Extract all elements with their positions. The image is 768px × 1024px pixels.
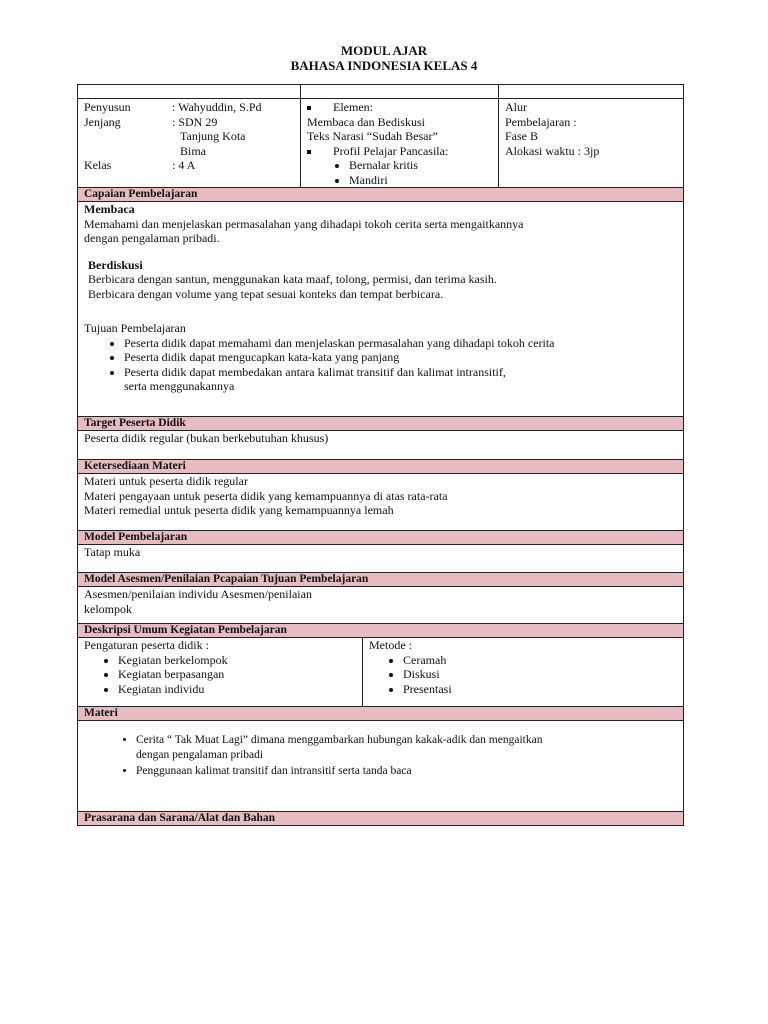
metode-item: • Ceramah bbox=[403, 653, 677, 668]
section-header-target bbox=[78, 417, 684, 431]
document-subtitle: BAHASA INDONESIA KELAS 4 bbox=[290, 58, 478, 73]
elemen-cell bbox=[301, 99, 499, 188]
capaian-cell bbox=[78, 202, 684, 417]
tujuan-item: • Peserta didik dapat membedakan antara kalimat transitif dan kalimat intransitif, bbox=[124, 365, 677, 380]
alokasi-waktu: Alokasi waktu : 3jp bbox=[505, 143, 600, 158]
membaca-title: Membaca bbox=[84, 202, 135, 216]
section-header-deskripsi bbox=[78, 624, 684, 638]
deskripsi-header: Deskripsi Umum Kegiatan Pembelajaran bbox=[78, 624, 684, 638]
jenjang-value: : SDN 29 bbox=[172, 114, 218, 129]
profil-item: • Bernalar kritis bbox=[349, 158, 492, 173]
tujuan-item: • Peserta didik dapat memahami dan menjelaskan permasalahan yang dihadapi tokoh cerita bbox=[124, 336, 677, 351]
materi-row bbox=[78, 721, 684, 812]
section-header-ketersediaan bbox=[78, 460, 684, 474]
model-row bbox=[78, 545, 684, 573]
teks-narasi: Teks Narasi “Sudah Besar” bbox=[307, 129, 438, 143]
materi-item-1b: dengan pengalaman pribadi bbox=[136, 749, 264, 761]
metode-label: Metode : bbox=[369, 638, 412, 652]
berdiskusi-text-1: Berbicara dengan santun, menggunakan kata maaf, tolong, permisi, dan terima kasih. bbox=[88, 272, 497, 286]
elemen-value: Membaca dan Bediskusi bbox=[307, 114, 425, 129]
empty-cell bbox=[301, 85, 499, 99]
fase-value: Fase B bbox=[505, 129, 538, 143]
pengaturan-item: • Kegiatan berpasangan bbox=[118, 667, 356, 682]
ketersediaan-header: Ketersediaan Materi bbox=[78, 460, 684, 474]
model-text: Tatap muka bbox=[78, 545, 684, 573]
model-header: Model Pembelajaran bbox=[78, 531, 684, 545]
asesmen-cell bbox=[78, 587, 684, 624]
jenjang-label: Jenjang bbox=[84, 114, 121, 129]
profil-label: ▪ Profil Pelajar Pancasila: bbox=[321, 144, 492, 159]
document-title: MODUL AJAR bbox=[340, 43, 428, 58]
pengaturan-item: • Kegiatan individu bbox=[118, 682, 356, 697]
jenjang-value-3: Bima bbox=[180, 143, 206, 158]
metode-cell bbox=[363, 638, 684, 707]
ketersediaan-cell bbox=[78, 474, 684, 531]
identity-cell bbox=[78, 99, 301, 188]
elemen-label: ▪ Elemen: bbox=[321, 100, 492, 115]
section-header-model bbox=[78, 531, 684, 545]
modul-table bbox=[77, 84, 684, 826]
berdiskusi-title: Berdiskusi bbox=[88, 257, 143, 272]
berdiskusi-text-2: Berbicara dengan volume yang tepat sesuai konteks dan tempat berbicara. bbox=[88, 286, 444, 301]
penyusun-value: : Wahyuddin, S.Pd bbox=[172, 100, 262, 114]
metode-item: • Presentasi bbox=[403, 682, 677, 697]
info-row bbox=[78, 99, 684, 188]
kelas-value: : 4 A bbox=[172, 158, 196, 172]
pengaturan-item: • Kegiatan berkelompok bbox=[118, 653, 356, 668]
tujuan-item-continuation: serta menggunakannya bbox=[124, 379, 235, 393]
materi-item: • Penggunaan kalimat transitif dan intransitif serta tanda baca bbox=[136, 764, 677, 779]
section-header-capaian bbox=[78, 188, 684, 202]
alur-label-2: Pembelajaran : bbox=[505, 114, 577, 129]
asesmen-row bbox=[78, 587, 684, 624]
metode-item: • Diskusi bbox=[403, 667, 677, 682]
membaca-text-1: Memahami dan menjelaskan permasalahan yang dihadapi tokoh cerita serta mengaitkannya bbox=[84, 216, 524, 231]
ketersediaan-row bbox=[78, 474, 684, 531]
ketersediaan-line: Materi pengayaan untuk peserta didik yang kemampuannya di atas rata-rata bbox=[84, 488, 448, 503]
membaca-text-2: dengan pengalaman pribadi. bbox=[84, 231, 220, 245]
tujuan-item: • Peserta didik dapat mengucapkan kata-kata yang panjang bbox=[124, 350, 677, 365]
penyusun-label: Penyusun bbox=[84, 100, 131, 114]
pengaturan-cell bbox=[78, 638, 363, 707]
asesmen-header: Model Asesmen/Penilaian Pcapaian Tujuan Pembelajaran bbox=[78, 573, 684, 587]
jenjang-value-2: Tanjung Kota bbox=[180, 129, 246, 143]
ketersediaan-line: Materi untuk peserta didik regular bbox=[84, 474, 248, 488]
deskripsi-row bbox=[78, 638, 684, 707]
materi-cell bbox=[78, 721, 684, 812]
profil-item: • Mandiri bbox=[349, 173, 492, 188]
section-header-materi bbox=[78, 707, 684, 721]
asesmen-text-1: Asesmen/penilaian individu Asesmen/penilaian bbox=[84, 587, 312, 601]
materi-header: Materi bbox=[78, 707, 684, 721]
tujuan-label: Tujuan Pembelajaran bbox=[84, 321, 186, 335]
pengaturan-label: Pengaturan peserta didik : bbox=[84, 638, 209, 652]
materi-item bbox=[136, 733, 677, 763]
capaian-header: Capaian Pembelajaran bbox=[78, 188, 684, 202]
materi-item-1a: Cerita “ Tak Muat Lagi” dimana menggambarkan hubungan kakak-adik dan mengaitkan bbox=[136, 734, 543, 746]
alur-label: Alur bbox=[505, 100, 527, 114]
capaian-row bbox=[78, 202, 684, 417]
target-text: Peserta didik regular (bukan berkebutuhan khusus) bbox=[78, 431, 684, 460]
section-header-asesmen bbox=[78, 573, 684, 587]
kelas-label: Kelas bbox=[84, 158, 112, 172]
target-header: Target Peserta Didik bbox=[78, 417, 684, 431]
prasarana-header: Prasarana dan Sarana/Alat dan Bahan bbox=[78, 812, 684, 826]
target-row bbox=[78, 431, 684, 460]
ketersediaan-line: Materi remedial untuk peserta didik yang kemampuannya lemah bbox=[84, 503, 394, 517]
asesmen-text-2: kelompok bbox=[84, 601, 132, 616]
empty-cell bbox=[78, 85, 301, 99]
alur-cell bbox=[499, 99, 684, 188]
section-header-prasarana bbox=[78, 812, 684, 826]
empty-top-row bbox=[78, 85, 684, 99]
empty-cell bbox=[499, 85, 684, 99]
